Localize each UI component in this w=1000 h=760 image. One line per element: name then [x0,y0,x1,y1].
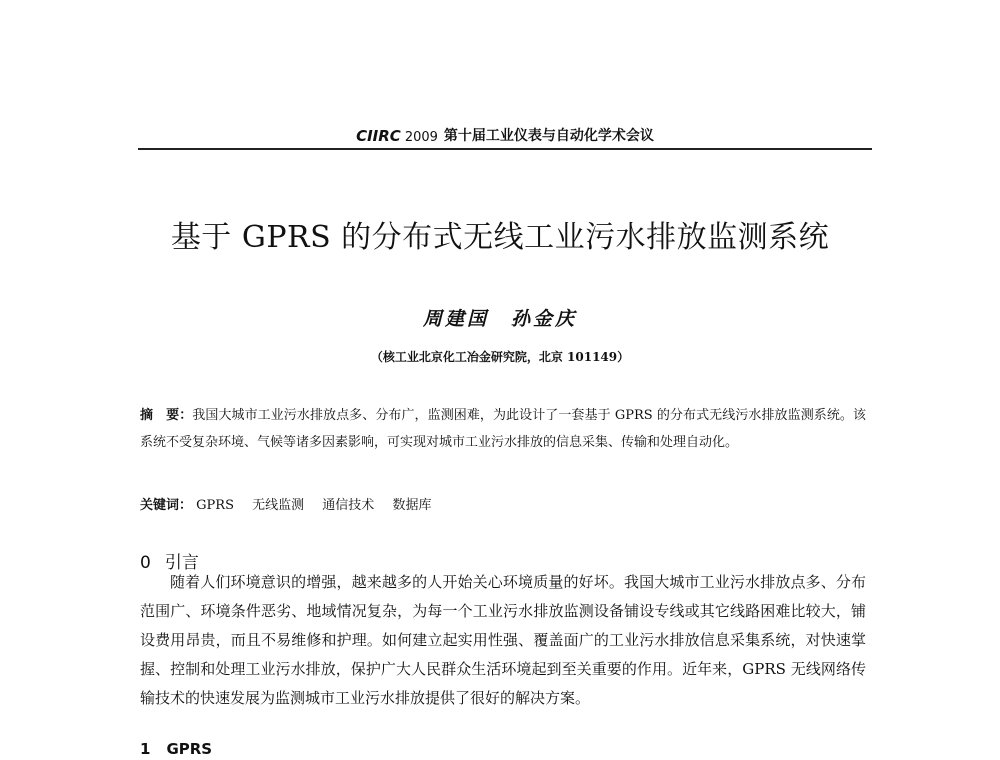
paper-title: 基于 GPRS 的分布式无线工业污水排放监测系统 [170,220,830,255]
section-number: 1 [140,740,151,758]
conference-year: 2009 [404,130,438,145]
section-title: 引言 [164,553,199,573]
keywords [140,494,866,513]
keyword: 通信技术 [322,498,375,513]
keyword: 数据库 [392,498,432,513]
section-heading-gprs [140,740,212,758]
section-number: 0 [140,553,151,573]
keywords-label: 关键词： [140,498,193,513]
abstract-label: 摘 要： [140,408,193,423]
authors: 周建国 孙金庆 [422,308,577,330]
abstract-text: 我国大城市工业污水排放点多、分布广，监测困难，为此设计了一套基于 GPRS 的分布式无线污水排放监测系统。该系统不受复杂环境、气候等诸多因素影响，可实现对城市工业污水排放的信息采集、传输和处理自动化。 [140,408,866,450]
abstract [140,402,866,456]
conference-name: 第十届工业仪表与自动化学术会议 [443,128,654,144]
keyword: 无线监测 [252,498,305,513]
keyword: GPRS [196,498,234,513]
running-header [138,120,872,150]
affiliation: （核工业北京化工冶金研究院，北京 101149） [370,350,630,364]
intro-paragraph: 随着人们环境意识的增强，越来越多的人开始关心环境质量的好坏。我国大城市工业污水排放点多、分布范围广、环境条件恶劣、地域情况复杂，为每一个工业污水排放监测设备铺设专线或其它线路困难比较大，铺设费用昂贵，而且不易维修和护理。如何建立起实用性强、覆盖面广的工业污水排放信息采集系统，对快速掌握、控制和处理工业污水排放，保护广大人民群众生活环境起到至关重要的作用。近年来，GPRS 无线网络传输技术的快速发展为监测城市工业污水排放提供了很好的解决方案。 [140,573,866,707]
section-title: GPRS [166,740,213,758]
conference-logo: CIIRC [356,127,401,145]
